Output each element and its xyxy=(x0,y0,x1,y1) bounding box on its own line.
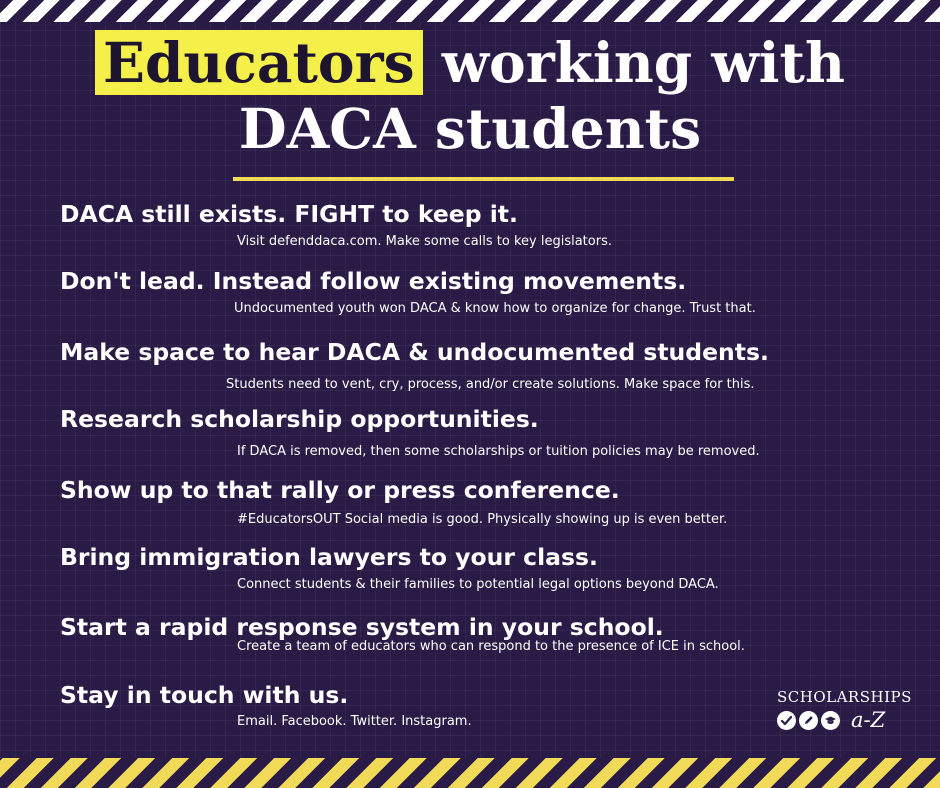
item-sub-1: Visit defenddaca.com. Make some calls to key legislators. xyxy=(237,234,612,249)
pencil-icon xyxy=(799,711,818,730)
bottom-hazard-stripe xyxy=(0,758,940,788)
item-heading-5: Show up to that rally or press conference. xyxy=(60,476,620,504)
title-line-2: DACA students xyxy=(238,96,702,161)
item-sub-3: Students need to vent, cry, process, and/or create solutions. Make space for this. xyxy=(226,377,755,392)
item-sub-5: #EducatorsOUT Social media is good. Physically showing up is even better. xyxy=(237,512,728,527)
item-heading-2: Don't lead. Instead follow existing movements. xyxy=(60,267,687,295)
item-heading-4: Research scholarship opportunities. xyxy=(60,405,539,433)
item-sub-8: Email. Facebook. Twitter. Instagram. xyxy=(237,714,472,729)
item-heading-3: Make space to hear DACA & undocumented students. xyxy=(60,338,769,366)
title-rest: working with xyxy=(422,30,845,95)
logo-az: a-Z xyxy=(851,708,886,732)
item-heading-8: Stay in touch with us. xyxy=(60,681,349,709)
scholarships-az-logo xyxy=(777,688,912,734)
item-sub-4: If DACA is removed, then some scholarships or tuition policies may be removed. xyxy=(237,444,760,459)
item-heading-6: Bring immigration lawyers to your class. xyxy=(60,543,598,571)
logo-icon-row xyxy=(777,708,885,732)
title-underline xyxy=(233,177,734,181)
logo-text: SCHOLARSHIPS xyxy=(777,688,912,706)
item-sub-2: Undocumented youth won DACA & know how to organize for change. Trust that. xyxy=(234,301,756,316)
item-sub-7: Create a team of educators who can respond to the presence of ICE in school. xyxy=(237,639,745,654)
item-sub-6: Connect students & their families to potential legal options beyond DACA. xyxy=(237,577,719,592)
check-icon xyxy=(777,711,796,730)
top-hazard-stripe xyxy=(0,0,940,22)
graduation-cap-icon xyxy=(821,711,840,730)
title-line-1 xyxy=(0,30,940,96)
item-heading-7: Start a rapid response system in your school. xyxy=(60,613,664,641)
item-heading-1: DACA still exists. FIGHT to keep it. xyxy=(60,200,518,228)
page-title xyxy=(0,30,940,162)
title-highlight: Educators xyxy=(95,30,423,95)
